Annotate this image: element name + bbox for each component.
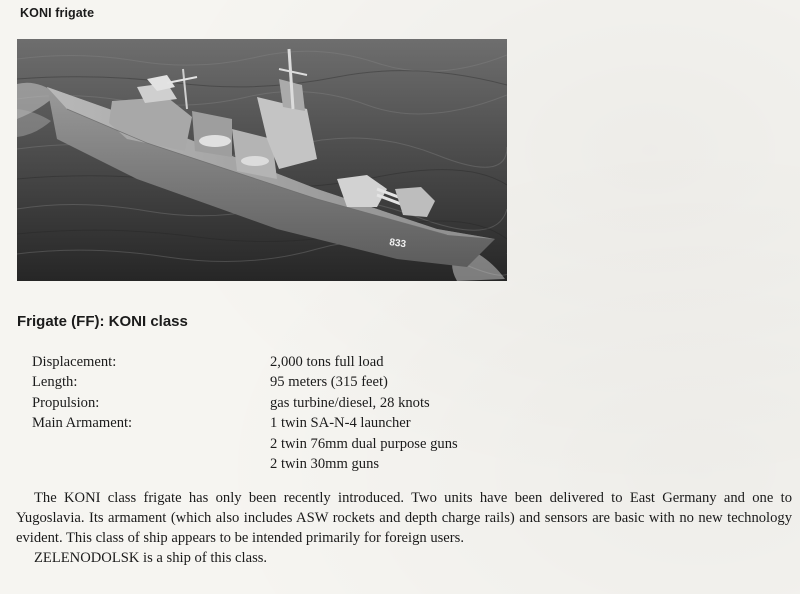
hull-number: 833 [388, 237, 407, 251]
spec-row-armament [32, 413, 458, 474]
description-text [16, 488, 792, 568]
description-paragraph: ZELENODOLSK is a ship of this class. [34, 550, 268, 566]
warship-photo [17, 39, 507, 281]
spec-label: Propulsion: [32, 394, 100, 411]
spec-label: Length: [32, 374, 78, 391]
spec-value: gas turbine/diesel, 28 knots [270, 394, 430, 411]
spec-label: Displacement: [32, 354, 117, 370]
spec-table [32, 352, 458, 474]
spec-row-propulsion [32, 393, 458, 413]
spec-value: 1 twin SA-N-4 launcher [270, 415, 411, 432]
spec-value: 2 twin 30mm guns [270, 456, 380, 473]
spec-value: 95 meters (315 feet) [270, 374, 388, 391]
description-paragraph: The KONI class frigate has only been recently introduced. Two units have been delivered to East Germany and one to Yugoslavia. Its armament (which also includes ASW rockets and depth charge rails) and sensors are basic with no new technology evident. This class of ship appears to be intended primarily for foreign users. [16, 490, 792, 546]
section-heading: Frigate (FF): KONI class [17, 313, 188, 330]
spec-row-displacement [32, 352, 458, 372]
spec-value: 2,000 tons full load [270, 354, 384, 370]
spec-row-length [32, 372, 458, 392]
spec-value: 2 twin 76mm dual purpose guns [270, 435, 458, 452]
spec-label: Main Armament: [32, 415, 133, 432]
photo-caption: KONI frigate [20, 6, 95, 20]
